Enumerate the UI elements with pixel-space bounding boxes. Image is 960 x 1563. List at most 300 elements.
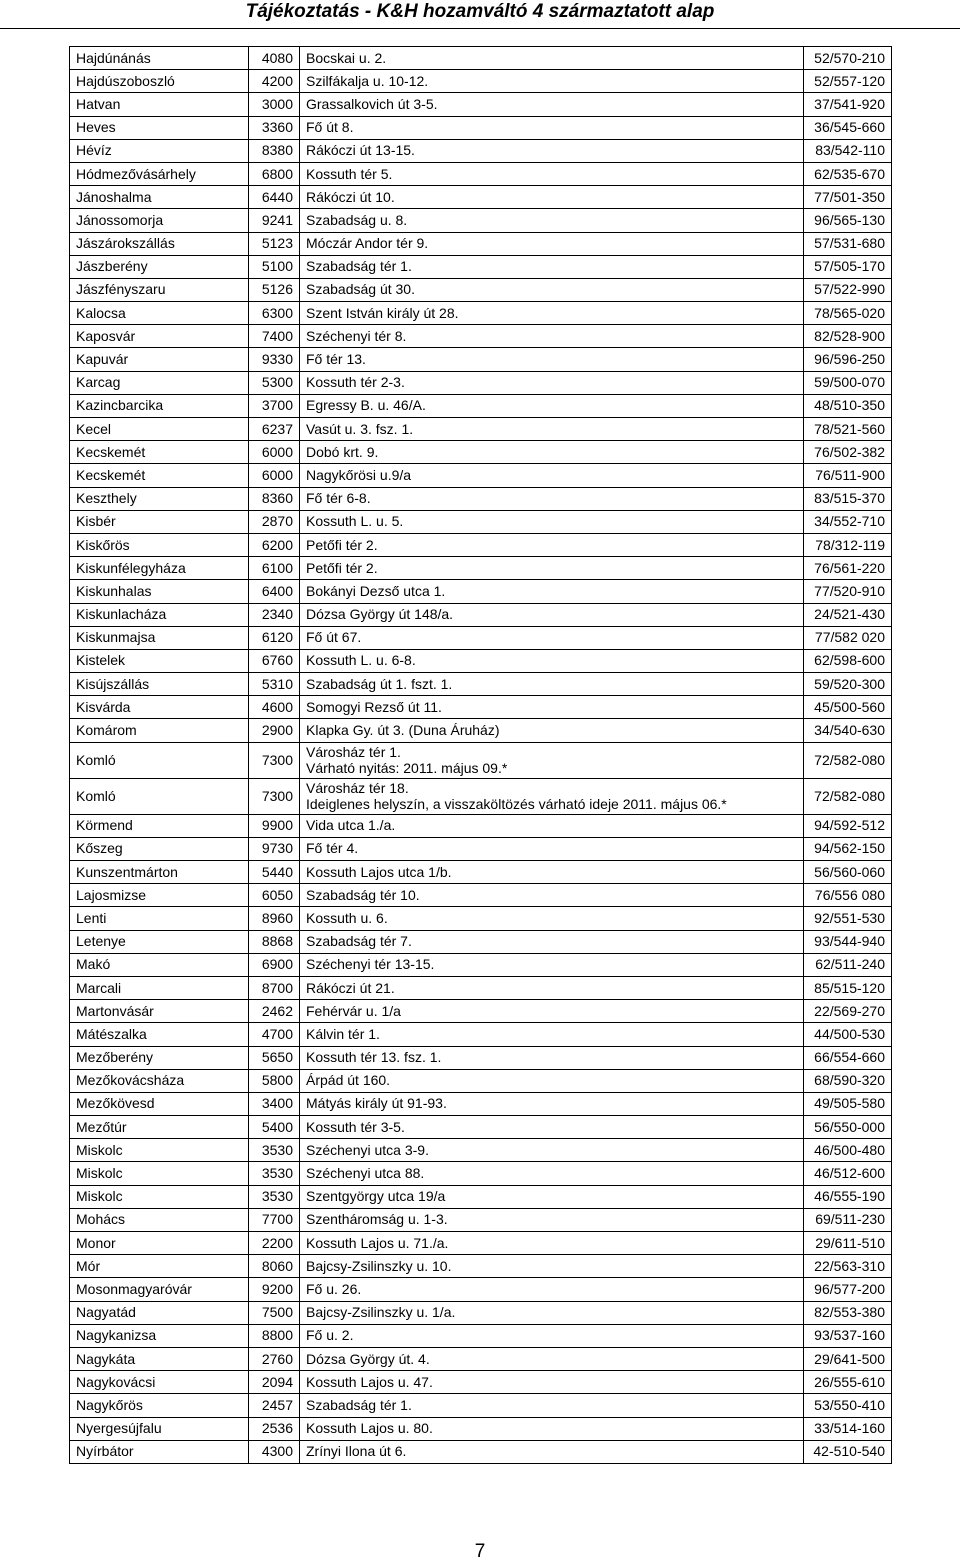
- table-row: [70, 1023, 892, 1046]
- address-cell: Kossuth L. u. 5.: [300, 510, 804, 533]
- address-cell: Szabadság út 1. fszt. 1.: [300, 673, 804, 696]
- table-row: [70, 1162, 892, 1185]
- zip-cell: 8960: [249, 907, 300, 930]
- city-cell: Keszthely: [70, 487, 249, 510]
- city-cell: Kazincbarcika: [70, 394, 249, 417]
- city-cell: Monor: [70, 1232, 249, 1255]
- table-row: [70, 93, 892, 116]
- zip-cell: 6237: [249, 418, 300, 441]
- phone-cell: 46/500-480: [804, 1139, 892, 1162]
- phone-cell: 72/582-080: [804, 778, 892, 814]
- table-row: [70, 626, 892, 649]
- zip-cell: 2760: [249, 1347, 300, 1370]
- city-cell: Heves: [70, 116, 249, 139]
- address-cell: Kossuth tér 2-3.: [300, 371, 804, 394]
- address-cell: Rákóczi út 10.: [300, 186, 804, 209]
- city-cell: Hajdúnánás: [70, 47, 249, 70]
- city-cell: Kisvárda: [70, 696, 249, 719]
- address-cell: Kossuth tér 13. fsz. 1.: [300, 1046, 804, 1069]
- zip-cell: 9241: [249, 209, 300, 232]
- zip-cell: 2462: [249, 1000, 300, 1023]
- zip-cell: 7300: [249, 778, 300, 814]
- table-row: [70, 1324, 892, 1347]
- table-row: [70, 719, 892, 742]
- table-row: [70, 1278, 892, 1301]
- zip-cell: 6440: [249, 186, 300, 209]
- zip-cell: 9730: [249, 837, 300, 860]
- phone-cell: 53/550-410: [804, 1394, 892, 1417]
- zip-cell: 2200: [249, 1232, 300, 1255]
- zip-cell: 2340: [249, 603, 300, 626]
- table-row: [70, 1347, 892, 1370]
- address-cell: Szentháromság u. 1-3.: [300, 1208, 804, 1231]
- address-cell: Szentgyörgy utca 19/a: [300, 1185, 804, 1208]
- address-cell: Kossuth tér 5.: [300, 162, 804, 185]
- city-cell: Kunszentmárton: [70, 861, 249, 884]
- city-cell: Karcag: [70, 371, 249, 394]
- table-row: [70, 441, 892, 464]
- city-cell: Hatvan: [70, 93, 249, 116]
- phone-cell: 48/510-350: [804, 394, 892, 417]
- address-cell: Kossuth Lajos utca 1/b.: [300, 861, 804, 884]
- phone-cell: 93/537-160: [804, 1324, 892, 1347]
- address-note: Várható nyitás: 2011. május 09.*: [306, 760, 508, 777]
- zip-cell: 6760: [249, 649, 300, 672]
- address-cell: Rákóczi út 13-15.: [300, 139, 804, 162]
- city-cell: Kistelek: [70, 649, 249, 672]
- zip-cell: 5400: [249, 1116, 300, 1139]
- phone-cell: 76/511-900: [804, 464, 892, 487]
- city-cell: Nagykőrös: [70, 1394, 249, 1417]
- address-cell: Kálvin tér 1.: [300, 1023, 804, 1046]
- zip-cell: 6000: [249, 441, 300, 464]
- zip-cell: 3700: [249, 394, 300, 417]
- zip-cell: 5650: [249, 1046, 300, 1069]
- address-cell: Somogyi Rezső út 11.: [300, 696, 804, 719]
- zip-cell: 7500: [249, 1301, 300, 1324]
- zip-cell: 2536: [249, 1417, 300, 1440]
- zip-cell: 8360: [249, 487, 300, 510]
- city-cell: Lenti: [70, 907, 249, 930]
- address-cell: [300, 778, 804, 814]
- table-row: [70, 930, 892, 953]
- city-cell: Martonvásár: [70, 1000, 249, 1023]
- zip-cell: 6900: [249, 953, 300, 976]
- table-row: [70, 70, 892, 93]
- city-cell: Kisbér: [70, 510, 249, 533]
- table-row: [70, 557, 892, 580]
- zip-cell: 8380: [249, 139, 300, 162]
- phone-cell: 42-510-540: [804, 1440, 892, 1463]
- city-cell: Hévíz: [70, 139, 249, 162]
- table-row: [70, 371, 892, 394]
- zip-cell: 3530: [249, 1185, 300, 1208]
- phone-cell: 78/565-020: [804, 302, 892, 325]
- branch-table-body: [70, 47, 892, 1464]
- phone-cell: 92/551-530: [804, 907, 892, 930]
- address-cell: Szabadság tér 10.: [300, 884, 804, 907]
- table-row: [70, 302, 892, 325]
- city-cell: Nyírbátor: [70, 1440, 249, 1463]
- table-row: [70, 1139, 892, 1162]
- table-row: [70, 814, 892, 837]
- city-cell: Nagykanizsa: [70, 1324, 249, 1347]
- zip-cell: 7300: [249, 742, 300, 778]
- zip-cell: 9330: [249, 348, 300, 371]
- address-cell: Árpád út 160.: [300, 1069, 804, 1092]
- phone-cell: 34/540-630: [804, 719, 892, 742]
- zip-cell: 2094: [249, 1371, 300, 1394]
- table-row: [70, 907, 892, 930]
- branch-table: [69, 46, 892, 1464]
- address-cell: Szabadság tér 1.: [300, 255, 804, 278]
- zip-cell: 4200: [249, 70, 300, 93]
- address-cell: Kossuth Lajos u. 47.: [300, 1371, 804, 1394]
- phone-cell: 44/500-530: [804, 1023, 892, 1046]
- address-cell: Dobó krt. 9.: [300, 441, 804, 464]
- city-cell: Nagykovácsi: [70, 1371, 249, 1394]
- city-cell: Mezőkövesd: [70, 1092, 249, 1115]
- city-cell: Kiskunmajsa: [70, 626, 249, 649]
- city-cell: Mezőkovácsháza: [70, 1069, 249, 1092]
- zip-cell: 5123: [249, 232, 300, 255]
- table-row: [70, 1046, 892, 1069]
- table-row: [70, 580, 892, 603]
- address-cell: Bajcsy-Zsilinszky u. 1/a.: [300, 1301, 804, 1324]
- city-cell: Jánossomorja: [70, 209, 249, 232]
- address-cell: Fő u. 26.: [300, 1278, 804, 1301]
- phone-cell: 77/520-910: [804, 580, 892, 603]
- table-row: [70, 1417, 892, 1440]
- city-cell: Kecel: [70, 418, 249, 441]
- phone-cell: 76/556 080: [804, 884, 892, 907]
- address-cell: Mátyás király út 91-93.: [300, 1092, 804, 1115]
- phone-cell: 37/541-920: [804, 93, 892, 116]
- city-cell: Kőszeg: [70, 837, 249, 860]
- phone-cell: 22/569-270: [804, 1000, 892, 1023]
- table-row: [70, 1000, 892, 1023]
- phone-cell: 59/500-070: [804, 371, 892, 394]
- address-cell: Petőfi tér 2.: [300, 533, 804, 556]
- table-row: [70, 1185, 892, 1208]
- phone-cell: 78/312-119: [804, 533, 892, 556]
- address-cell: Bokányi Dezső utca 1.: [300, 580, 804, 603]
- phone-cell: 94/592-512: [804, 814, 892, 837]
- address-cell: Fő út 8.: [300, 116, 804, 139]
- table-row: [70, 861, 892, 884]
- phone-cell: 26/555-610: [804, 1371, 892, 1394]
- city-cell: Komló: [70, 742, 249, 778]
- phone-cell: 82/553-380: [804, 1301, 892, 1324]
- table-row: [70, 884, 892, 907]
- table-row: [70, 116, 892, 139]
- phone-cell: 45/500-560: [804, 696, 892, 719]
- address-line: Városház tér 18.: [306, 780, 409, 797]
- city-cell: Kalocsa: [70, 302, 249, 325]
- city-cell: Kecskemét: [70, 464, 249, 487]
- phone-cell: 33/514-160: [804, 1417, 892, 1440]
- phone-cell: 83/515-370: [804, 487, 892, 510]
- phone-cell: 56/560-060: [804, 861, 892, 884]
- phone-cell: 57/531-680: [804, 232, 892, 255]
- city-cell: Kiskunfélegyháza: [70, 557, 249, 580]
- city-cell: Kapuvár: [70, 348, 249, 371]
- city-cell: Nagyatád: [70, 1301, 249, 1324]
- address-cell: Fő tér 6-8.: [300, 487, 804, 510]
- phone-cell: 62/511-240: [804, 953, 892, 976]
- address-cell: Zrínyi Ilona út 6.: [300, 1440, 804, 1463]
- phone-cell: 46/512-600: [804, 1162, 892, 1185]
- table-row: [70, 278, 892, 301]
- zip-cell: 5310: [249, 673, 300, 696]
- phone-cell: 96/577-200: [804, 1278, 892, 1301]
- address-cell: Grassalkovich út 3-5.: [300, 93, 804, 116]
- address-cell: Vida utca 1./a.: [300, 814, 804, 837]
- phone-cell: 57/505-170: [804, 255, 892, 278]
- address-cell: Széchenyi utca 88.: [300, 1162, 804, 1185]
- zip-cell: 4080: [249, 47, 300, 70]
- document-header: [0, 0, 960, 30]
- table-row: [70, 673, 892, 696]
- phone-cell: 78/521-560: [804, 418, 892, 441]
- phone-cell: 62/535-670: [804, 162, 892, 185]
- phone-cell: 72/582-080: [804, 742, 892, 778]
- zip-cell: 8700: [249, 976, 300, 999]
- zip-cell: 6300: [249, 302, 300, 325]
- address-cell: Móczár Andor tér 9.: [300, 232, 804, 255]
- phone-cell: 69/511-230: [804, 1208, 892, 1231]
- city-cell: Komárom: [70, 719, 249, 742]
- phone-cell: 57/522-990: [804, 278, 892, 301]
- city-cell: Jászárokszállás: [70, 232, 249, 255]
- address-cell: Szabadság u. 8.: [300, 209, 804, 232]
- city-cell: Kaposvár: [70, 325, 249, 348]
- zip-cell: 3000: [249, 93, 300, 116]
- zip-cell: 5100: [249, 255, 300, 278]
- phone-cell: 49/505-580: [804, 1092, 892, 1115]
- phone-cell: 36/545-660: [804, 116, 892, 139]
- city-cell: Nyergesújfalu: [70, 1417, 249, 1440]
- address-note: Ideiglenes helyszín, a visszaköltözés várható ideje 2011. május 06.*: [306, 796, 727, 813]
- address-cell: Bajcsy-Zsilinszky u. 10.: [300, 1255, 804, 1278]
- table-row: [70, 696, 892, 719]
- table-row: [70, 348, 892, 371]
- city-cell: Mosonmagyaróvár: [70, 1278, 249, 1301]
- city-cell: Mór: [70, 1255, 249, 1278]
- table-row: [70, 464, 892, 487]
- zip-cell: 5300: [249, 371, 300, 394]
- zip-cell: 8868: [249, 930, 300, 953]
- zip-cell: 4600: [249, 696, 300, 719]
- address-cell: Bocskai u. 2.: [300, 47, 804, 70]
- city-cell: Kiskunhalas: [70, 580, 249, 603]
- city-cell: Kiskunlacháza: [70, 603, 249, 626]
- address-cell: [300, 742, 804, 778]
- zip-cell: 2900: [249, 719, 300, 742]
- zip-cell: 2870: [249, 510, 300, 533]
- zip-cell: 6800: [249, 162, 300, 185]
- phone-cell: 76/502-382: [804, 441, 892, 464]
- table-row: [70, 255, 892, 278]
- phone-cell: 94/562-150: [804, 837, 892, 860]
- city-cell: Marcali: [70, 976, 249, 999]
- address-cell: Egressy B. u. 46/A.: [300, 394, 804, 417]
- table-row: [70, 186, 892, 209]
- phone-cell: 22/563-310: [804, 1255, 892, 1278]
- city-cell: Komló: [70, 778, 249, 814]
- zip-cell: 4700: [249, 1023, 300, 1046]
- table-row: [70, 1394, 892, 1417]
- city-cell: Mezőberény: [70, 1046, 249, 1069]
- city-cell: Jászberény: [70, 255, 249, 278]
- phone-cell: 68/590-320: [804, 1069, 892, 1092]
- address-cell: Dózsa György út. 4.: [300, 1347, 804, 1370]
- zip-cell: 6400: [249, 580, 300, 603]
- header-title: Tájékoztatás - K&H hozamváltó 4 származtatott alap: [245, 1, 715, 22]
- address-cell: Széchenyi utca 3-9.: [300, 1139, 804, 1162]
- zip-cell: 6050: [249, 884, 300, 907]
- table-row: [70, 953, 892, 976]
- phone-cell: 46/555-190: [804, 1185, 892, 1208]
- city-cell: Letenye: [70, 930, 249, 953]
- address-cell: Kossuth L. u. 6-8.: [300, 649, 804, 672]
- address-cell: Kossuth tér 3-5.: [300, 1116, 804, 1139]
- table-row: [70, 1371, 892, 1394]
- city-cell: Mezőtúr: [70, 1116, 249, 1139]
- address-cell: Szabadság tér 1.: [300, 1394, 804, 1417]
- zip-cell: 5800: [249, 1069, 300, 1092]
- zip-cell: 4300: [249, 1440, 300, 1463]
- table-row: [70, 418, 892, 441]
- table-row: [70, 1440, 892, 1463]
- city-cell: Miskolc: [70, 1139, 249, 1162]
- zip-cell: 7700: [249, 1208, 300, 1231]
- phone-cell: 59/520-300: [804, 673, 892, 696]
- address-cell: Szent István király út 28.: [300, 302, 804, 325]
- table-row: [70, 1092, 892, 1115]
- address-cell: Szilfákalja u. 10-12.: [300, 70, 804, 93]
- table-row: [70, 47, 892, 70]
- address-cell: Klapka Gy. út 3. (Duna Áruház): [300, 719, 804, 742]
- table-row: [70, 1208, 892, 1231]
- phone-cell: 76/561-220: [804, 557, 892, 580]
- table-row: [70, 394, 892, 417]
- city-cell: Hajdúszoboszló: [70, 70, 249, 93]
- zip-cell: 7400: [249, 325, 300, 348]
- city-cell: Makó: [70, 953, 249, 976]
- address-cell: Fehérvár u. 1/a: [300, 1000, 804, 1023]
- zip-cell: 6100: [249, 557, 300, 580]
- table-row: [70, 325, 892, 348]
- zip-cell: 6120: [249, 626, 300, 649]
- table-row: [70, 1116, 892, 1139]
- phone-cell: 66/554-660: [804, 1046, 892, 1069]
- city-cell: Jánoshalma: [70, 186, 249, 209]
- zip-cell: 6200: [249, 533, 300, 556]
- table-row: [70, 649, 892, 672]
- city-cell: Hódmezővásárhely: [70, 162, 249, 185]
- phone-cell: 52/557-120: [804, 70, 892, 93]
- phone-cell: 56/550-000: [804, 1116, 892, 1139]
- phone-cell: 82/528-900: [804, 325, 892, 348]
- table-row: [70, 603, 892, 626]
- address-cell: Petőfi tér 2.: [300, 557, 804, 580]
- zip-cell: 5126: [249, 278, 300, 301]
- phone-cell: 29/641-500: [804, 1347, 892, 1370]
- city-cell: Miskolc: [70, 1162, 249, 1185]
- table-row: [70, 837, 892, 860]
- table-row: [70, 1069, 892, 1092]
- phone-cell: 52/570-210: [804, 47, 892, 70]
- table-row: [70, 209, 892, 232]
- zip-cell: 3360: [249, 116, 300, 139]
- phone-cell: 62/598-600: [804, 649, 892, 672]
- phone-cell: 29/611-510: [804, 1232, 892, 1255]
- zip-cell: 2457: [249, 1394, 300, 1417]
- city-cell: Mátészalka: [70, 1023, 249, 1046]
- address-line: Városház tér 1.: [306, 744, 401, 761]
- zip-cell: 3530: [249, 1162, 300, 1185]
- zip-cell: 5440: [249, 861, 300, 884]
- table-row: [70, 487, 892, 510]
- zip-cell: 9900: [249, 814, 300, 837]
- table-row: [70, 1301, 892, 1324]
- table-row: [70, 139, 892, 162]
- zip-cell: 8800: [249, 1324, 300, 1347]
- table-row: [70, 232, 892, 255]
- address-cell: Kossuth Lajos u. 71./a.: [300, 1232, 804, 1255]
- header-rule: [0, 28, 960, 29]
- phone-cell: 83/542-110: [804, 139, 892, 162]
- phone-cell: 24/521-430: [804, 603, 892, 626]
- zip-cell: 8060: [249, 1255, 300, 1278]
- address-cell: Fő tér 4.: [300, 837, 804, 860]
- city-cell: Miskolc: [70, 1185, 249, 1208]
- phone-cell: 77/582 020: [804, 626, 892, 649]
- city-cell: Mohács: [70, 1208, 249, 1231]
- table-row: [70, 162, 892, 185]
- table-row: [70, 533, 892, 556]
- city-cell: Kisújszállás: [70, 673, 249, 696]
- city-cell: Nagykáta: [70, 1347, 249, 1370]
- address-cell: Fő út 67.: [300, 626, 804, 649]
- city-cell: Kecskemét: [70, 441, 249, 464]
- address-cell: Vasút u. 3. fsz. 1.: [300, 418, 804, 441]
- table-row: [70, 742, 892, 778]
- address-cell: Szabadság tér 7.: [300, 930, 804, 953]
- city-cell: Jászfényszaru: [70, 278, 249, 301]
- table-row: [70, 778, 892, 814]
- address-cell: Fő tér 13.: [300, 348, 804, 371]
- address-cell: Fő u. 2.: [300, 1324, 804, 1347]
- phone-cell: 34/552-710: [804, 510, 892, 533]
- zip-cell: 3530: [249, 1139, 300, 1162]
- table-row: [70, 510, 892, 533]
- address-cell: Dózsa György út 148/a.: [300, 603, 804, 626]
- page-number: 7: [474, 1541, 486, 1562]
- city-cell: Körmend: [70, 814, 249, 837]
- city-cell: Kiskőrös: [70, 533, 249, 556]
- address-cell: Széchenyi tér 8.: [300, 325, 804, 348]
- table-row: [70, 1232, 892, 1255]
- table-row: [70, 976, 892, 999]
- address-cell: Nagykőrösi u.9/a: [300, 464, 804, 487]
- city-cell: Lajosmizse: [70, 884, 249, 907]
- phone-cell: 77/501-350: [804, 186, 892, 209]
- zip-cell: 6000: [249, 464, 300, 487]
- phone-cell: 85/515-120: [804, 976, 892, 999]
- phone-cell: 96/596-250: [804, 348, 892, 371]
